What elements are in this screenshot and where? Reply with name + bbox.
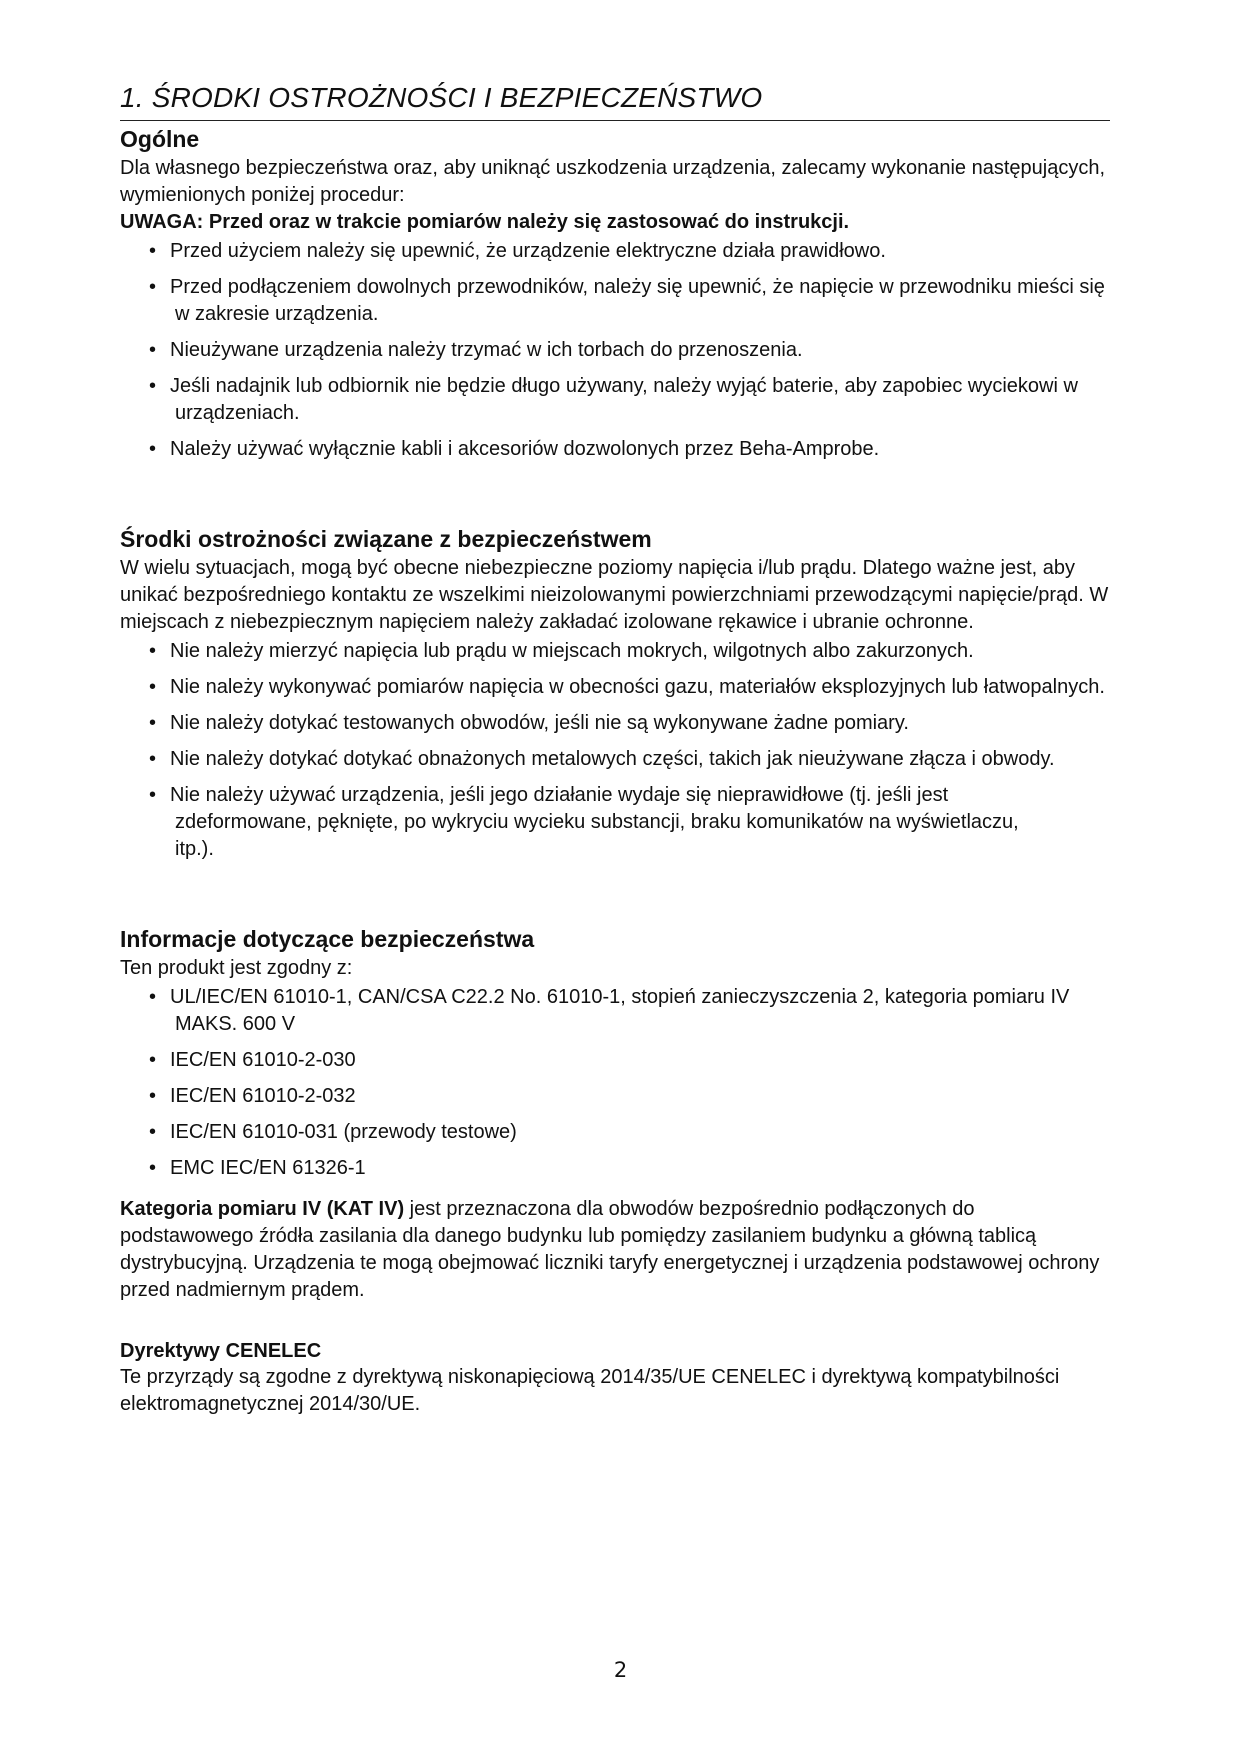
bullet-icon: •: [149, 1085, 157, 1108]
section-general: [120, 125, 1110, 463]
bullet-icon: •: [149, 276, 157, 299]
bullet-icon: •: [149, 438, 157, 461]
section-cenelec: [120, 1338, 1110, 1418]
bullet-icon: •: [149, 748, 157, 771]
list-item: • Nie należy wykonywać pomiarów napięcia w obecności gazu, materiałów eksplozyjnych lub łatwopalnych.: [120, 674, 1110, 701]
section-heading-general: Ogólne: [120, 126, 200, 153]
bullet-icon: •: [149, 986, 157, 1009]
list-item: • Nie należy dotykać testowanych obwodów, jeśli nie są wykonywane żadne pomiary.: [120, 710, 1110, 737]
standards-list: [120, 984, 1110, 1182]
bullet-icon: •: [149, 712, 157, 735]
page-number: 2: [613, 1658, 628, 1682]
list-item: • UL/IEC/EN 61010-1, CAN/CSA C22.2 No. 61010-1, stopień zanieczyszczenia 2, kategoria pomiaru IV MAKS. 600 V: [149, 986, 1070, 1036]
bullet-icon: •: [149, 676, 157, 699]
general-list: [120, 238, 1110, 463]
bullet-icon: •: [149, 640, 157, 663]
list-item: • Przed użyciem należy się upewnić, że urządzenie elektryczne działa prawidłowo.: [120, 238, 1110, 265]
list-item: • Nieużywane urządzenia należy trzymać w ich torbach do przenoszenia.: [120, 337, 1110, 364]
list-item: • Nie należy używać urządzenia, jeśli jego działanie wydaje się nieprawidłowe (tj. jeśli jest zdeformowane, pęknięte, po wykryciu wycieku substancji, braku komunikatów na wyświetlaczu, itp.).: [149, 784, 1019, 861]
category-paragraph: [120, 1196, 1110, 1304]
bullet-icon: •: [149, 1121, 157, 1144]
general-intro: Dla własnego bezpieczeństwa oraz, aby uniknąć uszkodzenia urządzenia, zalecamy wykonanie następujących, wymienionych poniżej procedur:: [120, 157, 1105, 207]
precautions-list: [120, 638, 1110, 863]
section-heading-safety-info: Informacje dotyczące bezpieczeństwa: [120, 926, 535, 953]
general-warning: UWAGA: Przed oraz w trakcie pomiarów należy się zastosować do instrukcji.: [120, 211, 850, 234]
bullet-icon: •: [149, 339, 157, 362]
document-page: [120, 80, 1110, 1418]
bullet-icon: •: [149, 375, 157, 398]
category-term: Kategoria pomiaru IV (KAT IV): [120, 1198, 405, 1221]
list-item: • Jeśli nadajnik lub odbiornik nie będzie długo używany, należy wyjąć baterie, aby zapobiec wyciekowi w urządzeniach.: [149, 375, 1078, 425]
bullet-icon: •: [149, 1157, 157, 1180]
bullet-icon: •: [149, 784, 157, 807]
bullet-icon: •: [149, 1049, 157, 1072]
list-item: • Należy używać wyłącznie kabli i akcesoriów dozwolonych przez Beha-Amprobe.: [120, 436, 1110, 463]
list-item: • IEC/EN 61010-2-032: [120, 1083, 1110, 1110]
precautions-intro: W wielu sytuacjach, mogą być obecne niebezpieczne poziomy napięcia i/lub prądu. Dlatego ważne jest, aby unikać bezpośredniego kontaktu ze wszelkimi nieizolowanymi powierzchniami przewodzącymi napięcie/prąd. W miejscach z niebezpiecznym napięciem należy zakładać izolowane rękawice i ubranie ochronne.: [120, 557, 1109, 634]
list-item: • Przed podłączeniem dowolnych przewodników, należy się upewnić, że napięcie w przewodniku mieści się w zakresie urządzenia.: [149, 276, 1105, 326]
list-item: • Nie należy mierzyć napięcia lub prądu w miejscach mokrych, wilgotnych albo zakurzonych.: [120, 638, 1110, 665]
list-item: • EMC IEC/EN 61326-1: [120, 1155, 1110, 1182]
section-safety-info: [120, 925, 1110, 1304]
list-item: • IEC/EN 61010-2-030: [120, 1047, 1110, 1074]
bullet-icon: •: [149, 240, 157, 263]
cenelec-text: Te przyrządy są zgodne z dyrektywą niskonapięciową 2014/35/UE CENELEC i dyrektywą kompatybilności elektromagnetycznej 2014/30/UE.: [120, 1366, 1060, 1416]
page-title: 1. ŚRODKI OSTROŻNOŚCI I BEZPIECZEŃSTWO: [120, 80, 1110, 121]
section-heading-precautions: Środki ostrożności związane z bezpieczeństwem: [120, 526, 652, 553]
list-item: • Nie należy dotykać dotykać obnażonych metalowych części, takich jak nieużywane złącza i obwody.: [120, 746, 1110, 773]
section-precautions: [120, 525, 1110, 863]
list-item: • IEC/EN 61010-031 (przewody testowe): [120, 1119, 1110, 1146]
section-heading-cenelec: Dyrektywy CENELEC: [120, 1340, 322, 1363]
safety-info-intro: Ten produkt jest zgodny z:: [120, 957, 353, 980]
category-description: jest przeznaczona dla obwodów bezpośrednio podłączonych do podstawowego źródła zasilania dla danego budynku lub pomiędzy zasilaniem budynku a główną tablicą dystrybucyjną. Urządzenia te mogą obejmować liczniki taryfy energetycznej i urządzenia podstawowej ochrony przed nadmiernym prądem.: [120, 1198, 1100, 1302]
